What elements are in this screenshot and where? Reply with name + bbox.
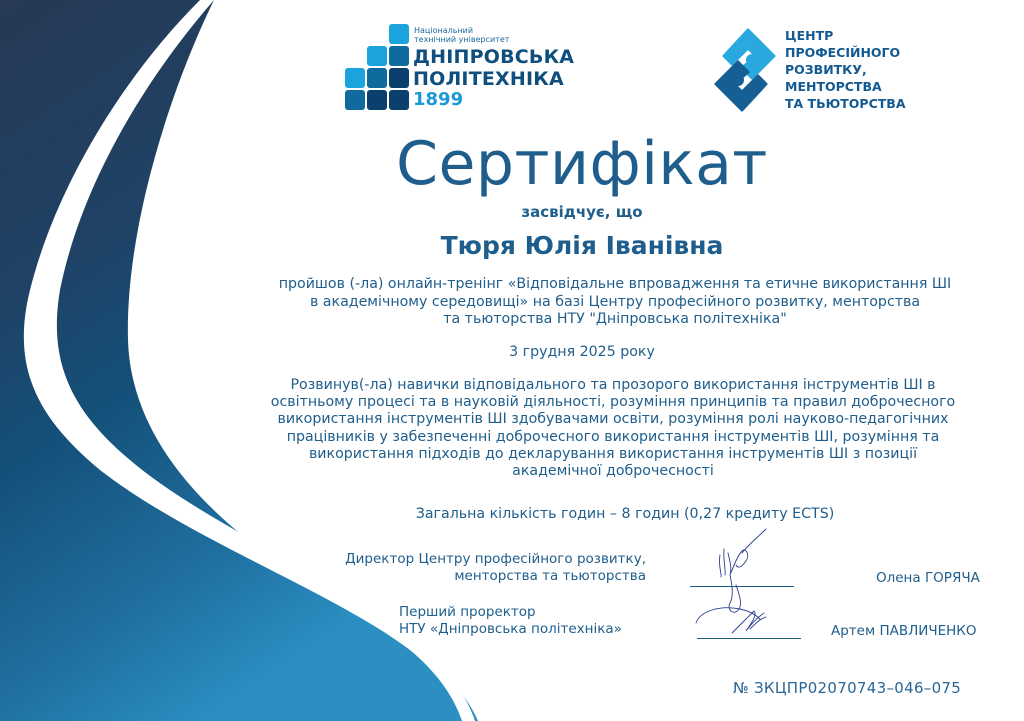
university-founding-year: 1899 bbox=[413, 89, 464, 110]
center-logo-linked-shapes-icon bbox=[712, 26, 780, 114]
center-logo bbox=[712, 26, 922, 116]
university-logo bbox=[345, 24, 575, 114]
signature-line-1 bbox=[690, 586, 794, 587]
center-name: ЦЕНТР ПРОФЕСІЙНОГО РОЗВИТКУ, МЕНТОРСТВА ТА ТЬЮТОРСТВА bbox=[785, 28, 906, 111]
signature-line-2 bbox=[697, 638, 801, 639]
certifies-that-label: засвідчує, що bbox=[521, 203, 643, 221]
recipient-name: Тюря Юлія Іванівна bbox=[440, 231, 724, 260]
training-description: пройшов (-ла) онлайн-тренінг «Відповідальне впровадження та етичне використання ШІ в академічному середовищі» на базі Центру професійного розвитку, менторства та тьюторства НТУ "Дніпровська політехніка" bbox=[278, 276, 952, 327]
university-subtitle: Національний технічний університет bbox=[414, 26, 510, 44]
university-name: ДНІПРОВСЬКА ПОЛІТЕХНІКА bbox=[413, 46, 575, 90]
certificate-title: Сертифікат bbox=[396, 129, 768, 199]
signatory-2-title: Перший проректор НТУ «Дніпровська політехніка» bbox=[399, 604, 622, 637]
signatory-2-name: Артем ПАВЛИЧЕНКО bbox=[831, 623, 977, 639]
skills-description: Розвинув(-ла) навички відповідального та прозорого використання інструментів ШІ в освітньому процесі та в науковій діяльності, розуміння принципів та правил доброчесного використання інструментів ШІ здобувачами освіти, розуміння ролі науково-педагогічних працівників у забезпеченні доброчесного використання інструментів ШІ, розуміння та використання підходів до декларування використання інструментів ШІ з позиції академічної доброчесності bbox=[270, 377, 956, 480]
university-logo-blocks-icon bbox=[345, 24, 411, 110]
certificate-number: № ЗКЦПР02070743–046–075 bbox=[733, 679, 962, 697]
signatory-1-title: Директор Центру професійного розвитку, менторства та тьюторства bbox=[345, 551, 646, 584]
certificate-date: 3 грудня 2025 року bbox=[509, 344, 655, 360]
signatory-1-name: Олена ГОРЯЧА bbox=[876, 570, 980, 586]
total-hours: Загальна кількість годин – 8 годин (0,27 кредиту ECTS) bbox=[415, 506, 835, 522]
handwritten-signatures bbox=[690, 525, 810, 645]
